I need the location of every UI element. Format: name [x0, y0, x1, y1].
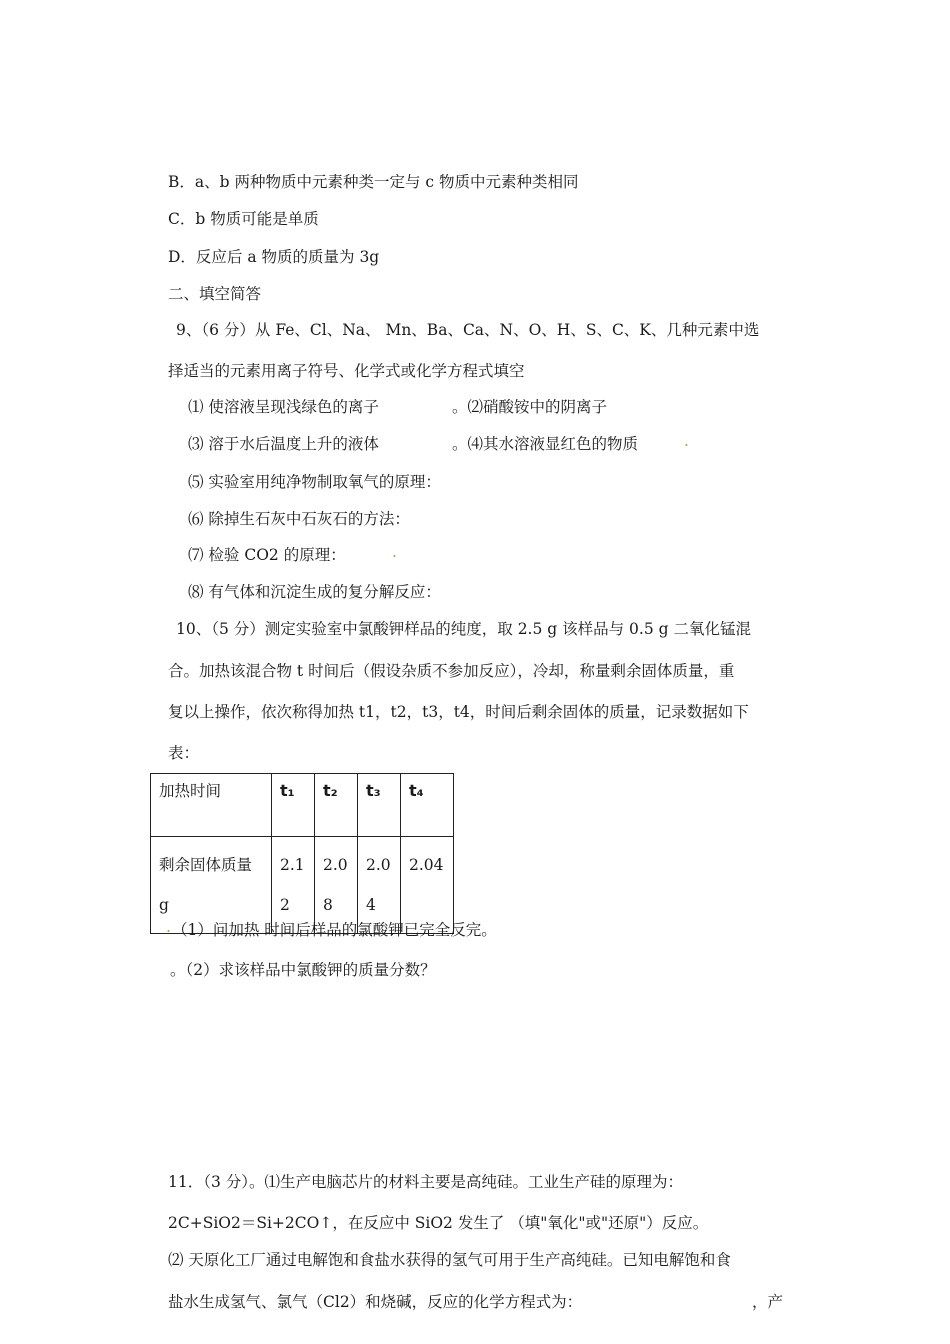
cell-text: 剩余固体质量 — [159, 856, 253, 874]
q9-item-5: ⑸ 实验室用纯净物制取氧气的原理： — [188, 473, 441, 491]
question-11-line3: ⑵ 天原化工厂通过电解饱和食盐水获得的氢气可用于生产高纯硅。已知电解饱和食 — [168, 1251, 731, 1269]
section-heading: 二、填空简答 — [168, 285, 262, 303]
question-9-line2: 择适当的元素用离子符号、化学式或化学方程式填空 — [168, 362, 525, 380]
question-10-line2: 合。加热该混合物 t 时间后（假设杂质不参加反应），冷却，称量剩余固体质量，重 — [168, 662, 735, 680]
table-cell: t₄ — [401, 774, 454, 837]
table-cell: t₂ — [315, 774, 358, 837]
data-table — [150, 773, 454, 934]
cell-text: 2.04 — [409, 856, 444, 874]
option-c: C．b 物质可能是单质 — [168, 210, 319, 228]
question-11-line2: 2C+SiO2＝Si+2CO↑，在反应中 SiO2 发生了 （填"氧化"或"还原"）反应。 — [168, 1214, 709, 1232]
table-cell: 加热时间 — [151, 774, 272, 837]
question-10-part2: 。（2）求该样品中氯酸钾的质量分数？ — [170, 961, 436, 979]
cell-text: 2.0 — [323, 856, 348, 874]
table-cell: t₁ — [272, 774, 315, 837]
q9-item-1: ⑴ 使溶液呈现浅绿色的离子 — [188, 398, 379, 416]
q9-item-8: ⑻ 有气体和沉淀生成的复分解反应： — [188, 583, 441, 601]
q9-item-2: 。⑵硝酸铵中的阴离子 — [452, 398, 608, 416]
cell-text: 2.0 — [366, 856, 391, 874]
question-10-line4: 表： — [168, 744, 200, 762]
cell-text: 4 — [366, 896, 376, 914]
q9-item-4: 。⑷其水溶液显红色的物质 — [452, 435, 639, 453]
mark-dot: . — [392, 543, 397, 561]
question-11-line4: 盐水生成氢气、氯气（Cl2）和烧碱，反应的化学方程式为： — [168, 1293, 583, 1311]
table-row — [151, 774, 454, 837]
option-b: B．a、b 两种物质中元素种类一定与 c 物质中元素种类相同 — [168, 173, 579, 191]
question-11-line1: 11．（3 分）。⑴生产电脑芯片的材料主要是高纯硅。工业生产硅的原理为： — [168, 1173, 684, 1191]
question-10-part1: （1）问加热 时间后样品的氯酸钾已完全反完。 — [172, 921, 497, 939]
question-9-line1: 9、（6 分）从 Fe、Cl、Na、 Mn、Ba、Ca、N、O、H、S、C、K、几种元素中选 — [176, 321, 760, 339]
q9-item-6: ⑹ 除掉生石灰中石灰石的方法： — [188, 510, 410, 528]
cell-text: 2 — [280, 896, 290, 914]
q9-item-7: ⑺ 检验 CO2 的原理： — [188, 546, 346, 564]
cell-text: 8 — [323, 896, 333, 914]
mark-dot: . — [166, 918, 171, 936]
mark-dot: . — [684, 432, 689, 450]
question-10-line3: 复以上操作，依次称得加热 t1，t2，t3，t4，时间后剩余固体的质量，记录数据如下 — [168, 703, 749, 721]
q9-item-3: ⑶ 溶于水后温度上升的液体 — [188, 435, 379, 453]
cell-text: g — [159, 896, 169, 914]
question-11-line4-end: ，产 — [752, 1293, 784, 1311]
option-d: D．反应后 a 物质的质量为 3g — [168, 248, 380, 266]
question-10-line1: 10、（5 分）测定实验室中氯酸钾样品的纯度，取 2.5 g 该样品与 0.5 g 二氧化锰混 — [176, 620, 751, 638]
table-cell: t₃ — [358, 774, 401, 837]
cell-text: 2.1 — [280, 856, 305, 874]
